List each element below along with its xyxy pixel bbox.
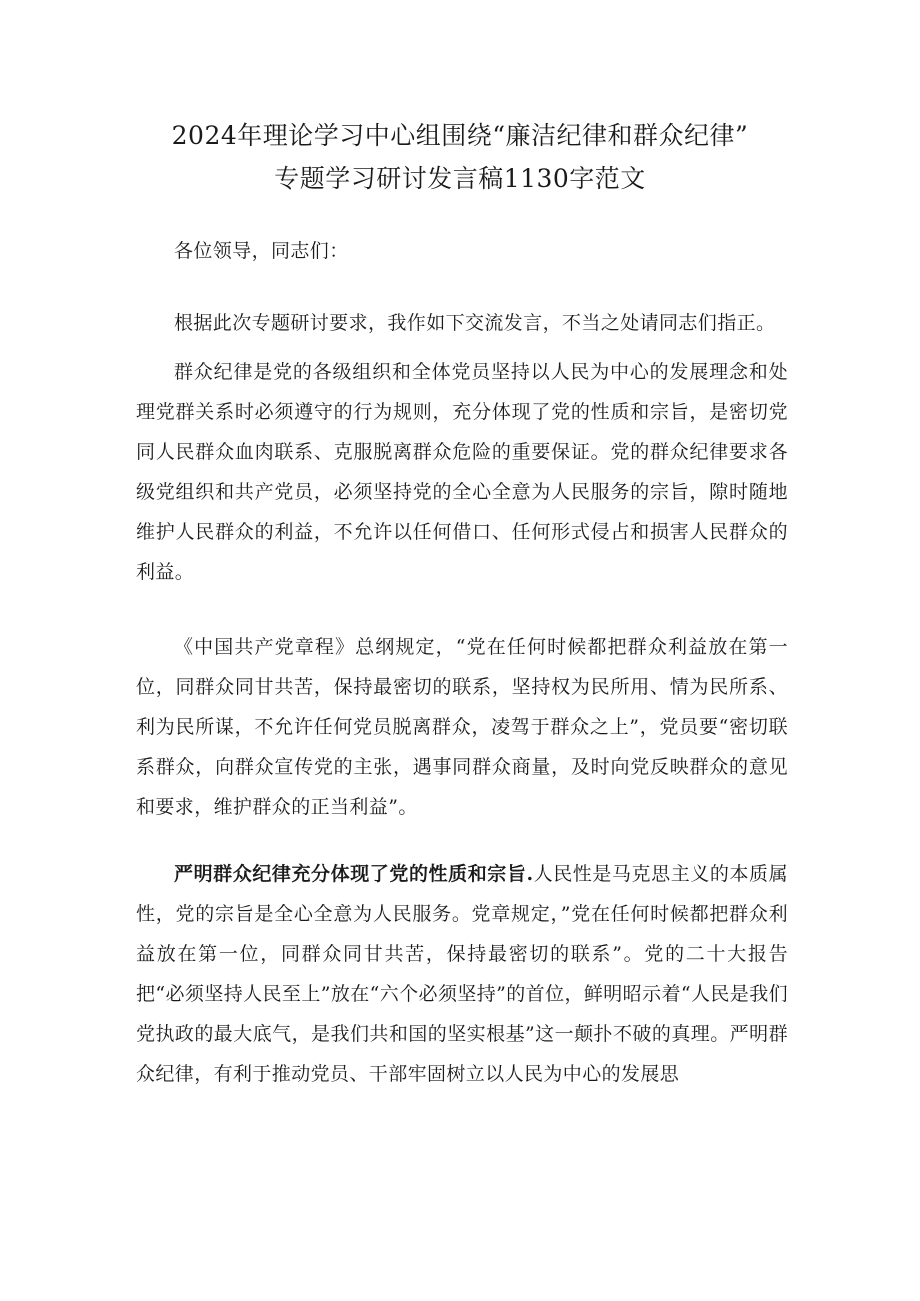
- section-text: 人民性是马克思主义的本质属性，党的宗旨是全心全意为人民服务。党章规定，”党在任何时候都把群众利益放在第一位，同群众同甘共苦，保持最密切的联系”。党的二十大报告把“必须坚持人民至上”放在“六个必须坚持”的首位，鲜明昭示着“人民是我们党执政的最大底气，是我们共和国的坚实根基”这一颠扑不破的真理。严明群众纪律，有利于推动党员、干部牢固树立以人民为中心的发展思: [136, 863, 789, 1085]
- paragraph-mass-discipline: 群众纪律是党的各级组织和全体党员坚持以人民为中心的发展理念和处理党群关系时必须遵守的行为规则，充分体现了党的性质和宗旨，是密切党同人民群众血肉联系、克服脱离群众危险的重要保证。党的群众纪律要求各级党组织和共产党员，必须坚持党的全心全意为人民服务的宗旨，隙时随地维护人民群众的利益，不允许以任何借口、任何形式侵占和损害人民群众的利益。: [136, 361, 788, 583]
- title-line-2: 专题学习研讨发言稿1130字范文: [274, 164, 646, 193]
- paragraph-intro: 根据此次专题研讨要求，我作如下交流发言，不当之处请同志们指正。: [174, 312, 776, 334]
- paragraph-party-constitution: 《中国共产党章程》总纲规定，“党在任何时候都把群众利益放在第一位，同群众同甘共苦，保持最密切的联系，坚持权为民所用、情为民所系、利为民所谋，不允许任何党员脱离群众，凌驾于群众之上”，党员要“密切联系群众，向群众宣传党的主张，遇事同群众商量，及时向党反映群众的意见和要求，维护群众的正当利益”。: [136, 636, 788, 818]
- paragraph-section: [136, 854, 788, 1094]
- section-heading: 严明群众纪律充分体现了党的性质和宗旨.: [174, 863, 534, 885]
- salutation: 各位领导，同志们：: [174, 240, 349, 262]
- document-title: [100, 114, 820, 200]
- title-line-1: 2024年理论学习中心组围绕“廉洁纪律和群众纪律”: [171, 121, 749, 150]
